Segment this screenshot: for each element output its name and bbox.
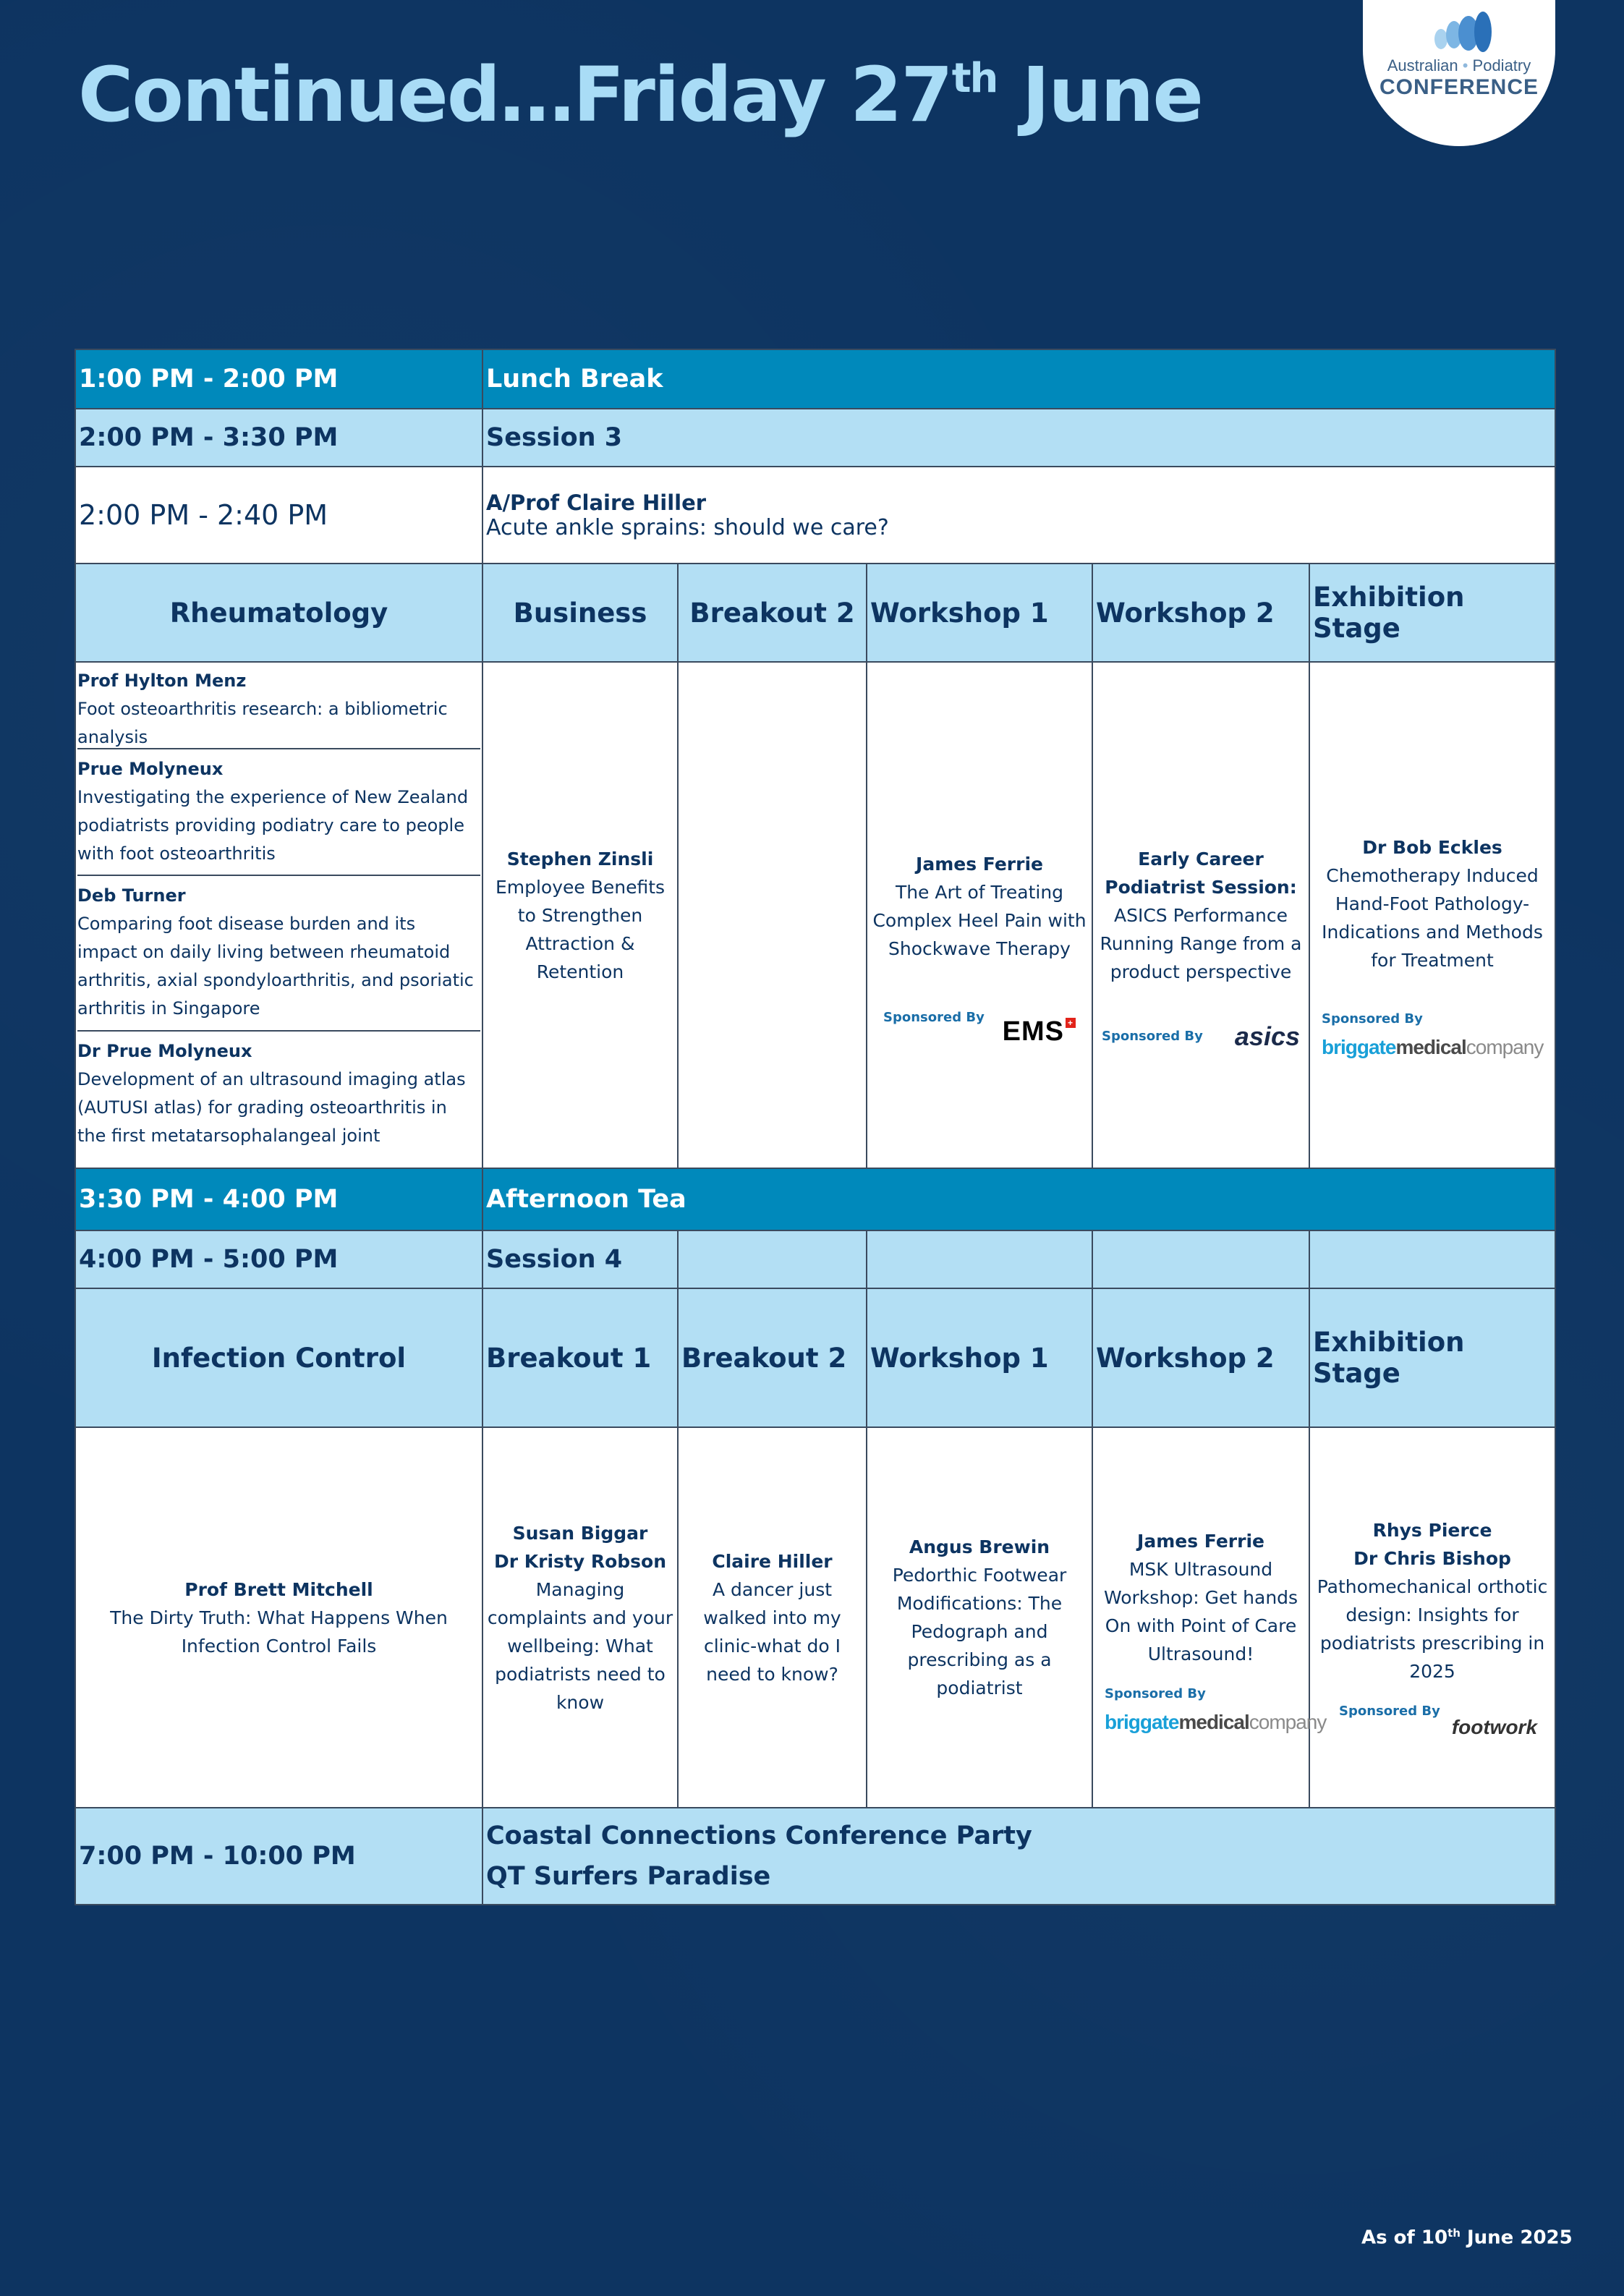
stream-exhibition-stage-s4: Exhibition Stage	[1309, 1288, 1555, 1427]
lunch-row	[75, 349, 1555, 409]
logo-text-line1: Australian • Podiatry	[1387, 56, 1531, 75]
keynote-time: 2:00 PM - 2:40 PM	[75, 467, 482, 564]
logo-text-line2: CONFERENCE	[1379, 75, 1539, 99]
workshop1-s4-cell: Angus Brewin Pedorthic Footwear Modifications: The Pedograph and prescribing as a podiatrist	[867, 1427, 1092, 1808]
keynote-talk: Acute ankle sprains: should we care?	[486, 514, 889, 540]
session3-label: Session 3	[482, 409, 1555, 467]
briggate-logo: briggatemedicalcompany	[1105, 1711, 1327, 1733]
keynote-speaker: A/Prof Claire Hiller	[486, 490, 707, 515]
session4-stream-header	[75, 1288, 1555, 1427]
tea-label: Afternoon Tea	[482, 1168, 1555, 1230]
workshop2-s4-cell: James Ferrie MSK Ultrasound Workshop: Get hands On with Point of Care Ultrasound! Sponsored By briggatemedicalcompany	[1092, 1427, 1309, 1808]
ems-sponsor: Sponsored By EMS +	[870, 1003, 1089, 1046]
session4-label: Session 4	[482, 1230, 678, 1288]
asics-sponsor: Sponsored By asics	[1102, 1021, 1300, 1051]
briggate-sponsor: Sponsored By briggatemedicalcompany	[1322, 1011, 1544, 1058]
workshop2-s3-cell: Early Career Podiatrist Session: ASICS Performance Running Range from a product perspective Sponsored By asics	[1092, 662, 1309, 1168]
ems-logo: EMS +	[1003, 1018, 1076, 1046]
footwork-logo: footwork	[1451, 1715, 1538, 1738]
rheumatology-cell	[75, 662, 482, 1168]
page-title: Continued…Friday 27th June	[78, 51, 1202, 139]
party-row	[75, 1808, 1555, 1905]
rheum-talk: Prof Hylton Menz Foot osteoarthritis research: a bibliometric analysis	[77, 663, 480, 749]
keynote-cell	[482, 467, 1555, 564]
stream-rheumatology: Rheumatology	[75, 564, 482, 662]
session4-row	[75, 1230, 1555, 1288]
breakout2-cell: Claire Hiller A dancer just walked into my clinic-what do I need to know?	[678, 1427, 867, 1808]
session3-row	[75, 409, 1555, 467]
breakout1-cell: Susan Biggar Dr Kristy Robson Managing complaints and your wellbeing: What podiatrists need to know	[482, 1427, 678, 1808]
rheum-talk: Dr Prue Molyneux Development of an ultrasound imaging atlas (AUTUSI atlas) for grading osteoarthritis in the first metatarsophalangeal joint	[77, 1041, 466, 1146]
stream-workshop-2-s4: Workshop 2	[1092, 1288, 1309, 1427]
stream-exhibition-stage: Exhibition Stage	[1309, 564, 1555, 662]
session4-content-row	[75, 1427, 1555, 1808]
session3-content-row	[75, 662, 1555, 1168]
exhibition-s4-cell: Rhys Pierce Dr Chris Bishop Pathomechanical orthotic design: Insights for podiatrists prescribing in 2025 Sponsored By footwork	[1309, 1427, 1555, 1808]
lunch-time: 1:00 PM - 2:00 PM	[75, 349, 482, 409]
party-time: 7:00 PM - 10:00 PM	[75, 1808, 482, 1905]
infection-cell: Prof Brett Mitchell The Dirty Truth: What Happens When Infection Control Fails	[75, 1427, 482, 1808]
schedule-table	[75, 349, 1556, 1905]
stream-infection-control: Infection Control	[75, 1288, 482, 1427]
asics-logo: asics	[1234, 1021, 1300, 1051]
tea-row	[75, 1168, 1555, 1230]
lunch-label: Lunch Break	[482, 349, 1555, 409]
stream-breakout-2: Breakout 2	[678, 564, 867, 662]
stream-breakout-1: Breakout 1	[482, 1288, 678, 1427]
stream-business: Business	[482, 564, 678, 662]
stream-breakout-2-s4: Breakout 2	[678, 1288, 867, 1427]
exhibition-s3-cell: Dr Bob Eckles Chemotherapy Induced Hand-Foot Pathology- Indications and Methods for Treatment Sponsored By briggatemedicalcompany	[1309, 662, 1555, 1168]
party-cell	[482, 1808, 1555, 1905]
business-cell: Stephen Zinsli Employee Benefits to Strengthen Attraction & Retention	[482, 662, 678, 1168]
podiatry-logo-icon	[1428, 7, 1493, 58]
party-venue: QT Surfers Paradise	[486, 1862, 771, 1891]
as-of-date: As of 10th June 2025	[1361, 2227, 1573, 2249]
tea-time: 3:30 PM - 4:00 PM	[75, 1168, 482, 1230]
conference-logo	[1363, 0, 1555, 146]
stream-workshop-2: Workshop 2	[1092, 564, 1309, 662]
stream-workshop-1-s4: Workshop 1	[867, 1288, 1092, 1427]
briggate-logo: briggatemedicalcompany	[1322, 1036, 1544, 1058]
keynote-row	[75, 467, 1555, 564]
party-title: Coastal Connections Conference Party	[486, 1821, 1032, 1850]
rheum-talk: Deb Turner Comparing foot disease burden and its impact on daily living between rheumatoid arthritis, axial spondyloarthritis, and psoriatic arthritis in Singapore	[77, 876, 480, 1032]
workshop1-s3-cell: James Ferrie The Art of Treating Complex Heel Pain with Shockwave Therapy Sponsored By EMS +	[867, 662, 1092, 1168]
rheum-talk: Prue Molyneux Investigating the experience of New Zealand podiatrists providing podiatry care to people with foot osteoarthritis	[77, 749, 480, 876]
footwork-sponsor: Sponsored By footwork	[1313, 1697, 1552, 1741]
session3-stream-header	[75, 564, 1555, 662]
stream-workshop-1: Workshop 1	[867, 564, 1092, 662]
briggate-sponsor-s4: Sponsored By briggatemedicalcompany	[1105, 1686, 1327, 1733]
session3-time: 2:00 PM - 3:30 PM	[75, 409, 482, 467]
breakout2-empty-cell	[678, 662, 867, 1168]
session4-time: 4:00 PM - 5:00 PM	[75, 1230, 482, 1288]
